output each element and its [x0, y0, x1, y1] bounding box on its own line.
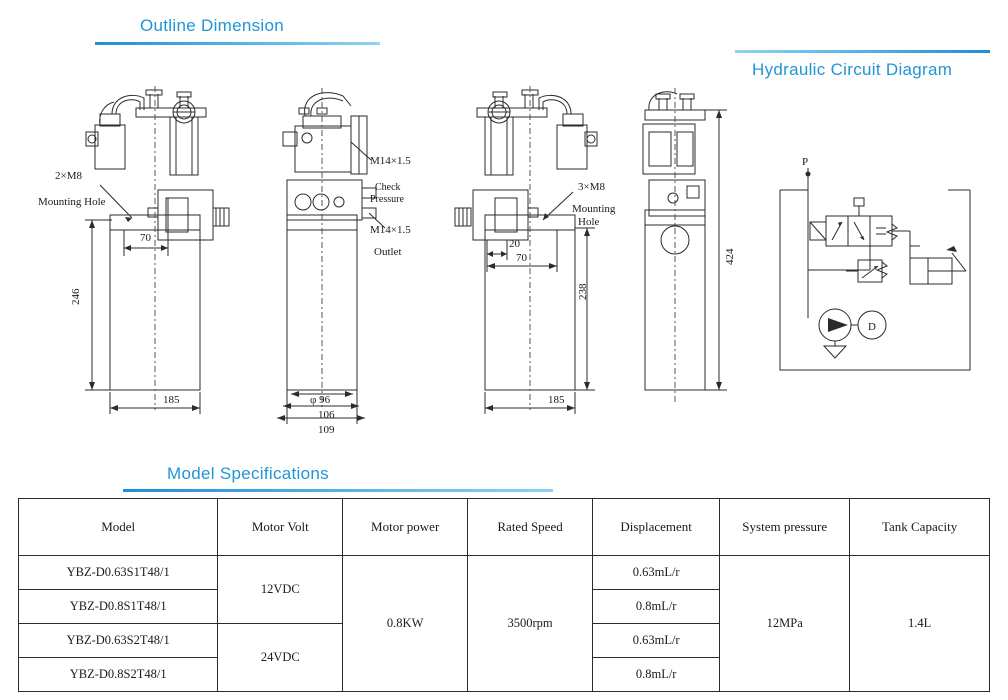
- th-motor-volt: Motor Volt: [218, 499, 343, 556]
- label-2xm8: 2×M8: [55, 170, 82, 182]
- cell-displacement: 0.63mL/r: [593, 556, 720, 590]
- hydraulic-circuit-title: Hydraulic Circuit Diagram: [752, 60, 953, 79]
- dim-20: 20: [509, 238, 520, 250]
- dim-246: 246: [70, 288, 82, 305]
- label-m14-check: M14×1.5: [370, 155, 411, 167]
- cell-displacement: 0.8mL/r: [593, 658, 720, 692]
- th-model: Model: [19, 499, 218, 556]
- dim-185-left: 185: [163, 394, 180, 406]
- specs-title-rule: [123, 489, 553, 492]
- label-hole-right: Hole: [578, 216, 600, 228]
- outline-view-front-left: [40, 80, 270, 430]
- cell-displacement: 0.63mL/r: [593, 624, 720, 658]
- label-pressure: Pressure: [370, 194, 404, 205]
- cell-system-pressure: 12MPa: [720, 556, 850, 692]
- label-m14-outlet: M14×1.5: [370, 224, 411, 236]
- label-mounting-right: Mounting: [572, 203, 616, 215]
- th-displacement: Displacement: [593, 499, 720, 556]
- cell-tank-capacity: 1.4L: [850, 556, 990, 692]
- table-row: [19, 556, 990, 590]
- label-mounting-hole-left: Mounting Hole: [38, 196, 106, 208]
- dim-109: 109: [318, 424, 335, 436]
- label-port-p: P: [802, 156, 809, 168]
- svg-text:D: D: [868, 321, 876, 333]
- th-system-pressure: System pressure: [720, 499, 850, 556]
- th-rated-speed: Rated Speed: [468, 499, 593, 556]
- outline-dimension-title: Outline Dimension: [140, 16, 284, 35]
- model-specifications-title: Model Specifications: [167, 464, 329, 483]
- dim-70-left: 70: [140, 232, 151, 244]
- dim-106: 106: [318, 409, 335, 421]
- cell-model: YBZ-D0.63S2T48/1: [19, 624, 218, 658]
- cell-rated-speed: 3500rpm: [468, 556, 593, 692]
- cell-motor-power: 0.8KW: [343, 556, 468, 692]
- dim-238: 238: [577, 283, 589, 300]
- dim-185-right: 185: [548, 394, 565, 406]
- cell-displacement: 0.8mL/r: [593, 590, 720, 624]
- label-3xm8: 3×M8: [578, 181, 605, 193]
- dim-424: 424: [724, 248, 736, 265]
- model-specifications-table: [18, 498, 990, 692]
- cell-model: YBZ-D0.8S2T48/1: [19, 658, 218, 692]
- circuit-title-rule: [735, 50, 990, 53]
- th-motor-power: Motor power: [343, 499, 468, 556]
- table-header-row: [19, 499, 990, 556]
- outline-title-rule: [95, 42, 380, 45]
- th-tank-capacity: Tank Capacity: [850, 499, 990, 556]
- outline-view-rear: [615, 80, 745, 410]
- dim-dia-96: φ 96: [310, 394, 331, 406]
- cell-motor-volt-12: 12VDC: [218, 556, 343, 624]
- label-check: Check: [375, 182, 401, 193]
- cell-model: YBZ-D0.63S1T48/1: [19, 556, 218, 590]
- dim-70-right: 70: [516, 252, 527, 264]
- cell-motor-volt-24: 24VDC: [218, 624, 343, 692]
- hydraulic-circuit-diagram: [760, 150, 990, 390]
- label-outlet: Outlet: [374, 246, 402, 258]
- cell-model: YBZ-D0.8S1T48/1: [19, 590, 218, 624]
